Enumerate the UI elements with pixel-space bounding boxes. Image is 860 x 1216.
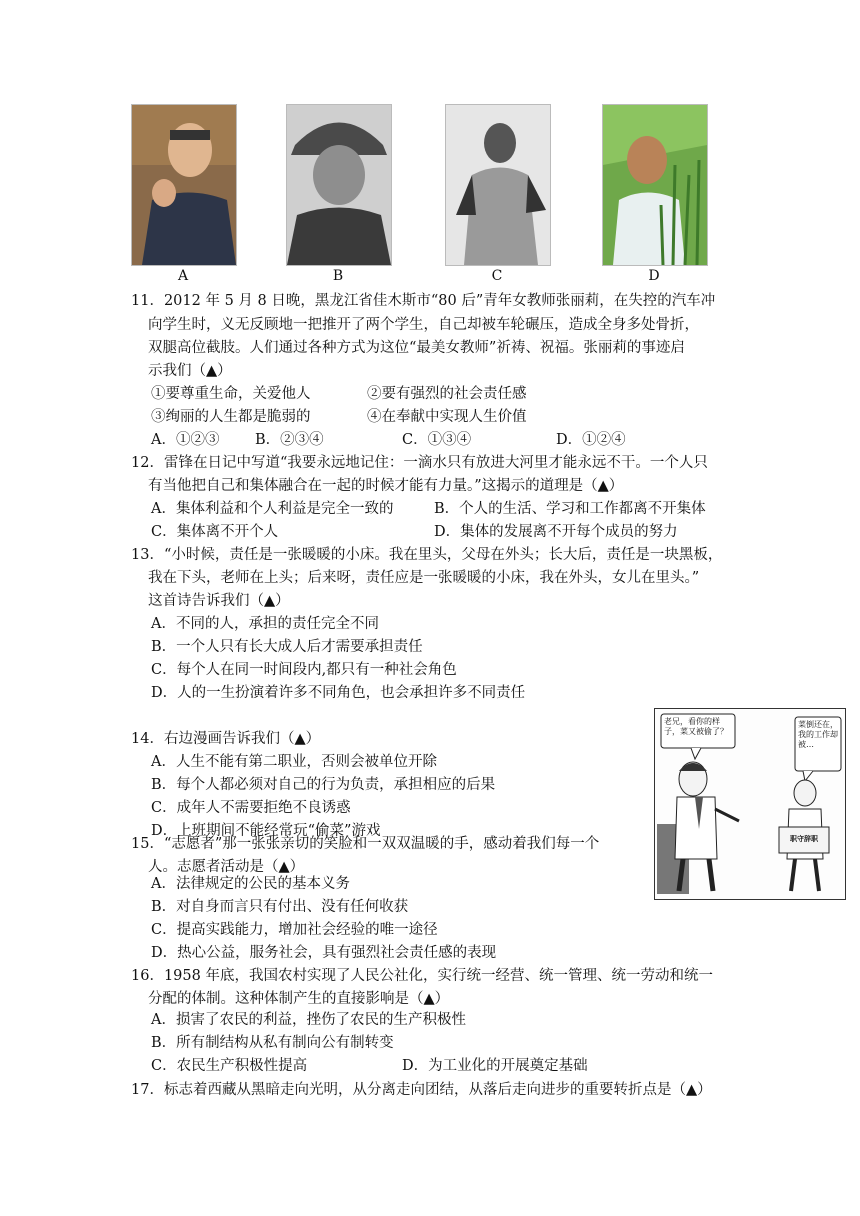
q11-line-1: 11．2012 年 5 月 8 日晚，黑龙江省佳木斯市“80 后”青年女教师张丽莉，在失控的汽车冲: [131, 293, 716, 309]
q13-line-2: 我在下头，老师在上头；后来呀，责任应是一张暖暖的小床，我在外头，女儿在里头。”: [148, 570, 700, 586]
q16-line-2: 分配的体制。这种体制产生的直接影响是（▲）: [148, 991, 450, 1007]
q14-option-c: C．成年人不需要拒绝不良诱惑: [151, 800, 351, 816]
q13-option-a: A．不同的人，承担的责任完全不同: [151, 616, 379, 632]
q15-option-a: A．法律规定的公民的基本义务: [151, 876, 350, 892]
photo-caption-d: D: [648, 268, 660, 284]
q16-option-b: B．所有制结构从私有制向公有制转变: [151, 1035, 394, 1051]
q15-option-c: C．提高实践能力，增加社会经验的唯一途径: [151, 922, 438, 938]
comic-box-label: 职守辞职: [790, 835, 818, 843]
q12-option-b: B．个人的生活、学习和工作都离不开集体: [434, 501, 706, 517]
photo-caption-a: A: [177, 268, 189, 284]
photo-c: [445, 104, 551, 266]
q11-option-d: D．①②④: [556, 432, 626, 448]
q11-line-3: 双腿高位截肢。人们通过各种方式为这位“最美女教师”祈祷、祝福。张丽莉的事迹启: [148, 340, 685, 356]
q11-option-a: A．①②③: [151, 432, 220, 448]
q15-option-b: B．对自身而言只有付出、没有任何收获: [151, 899, 409, 915]
photo-d: [602, 104, 708, 266]
q12-line-2: 有当他把自己和集体融合在一起的时候才能有力量。”这揭示的道理是（▲）: [148, 478, 624, 494]
q11-statement-4: ④在奉献中实现人生价值: [367, 409, 527, 425]
q13-option-c: C．每个人在同一时间段内,都只有一种社会角色: [151, 662, 457, 678]
q13-line-3: 这首诗告诉我们（▲）: [148, 593, 290, 609]
cartoon-illustration: [654, 708, 846, 900]
photo-b: [286, 104, 392, 266]
q11-option-b: B．②③④: [255, 432, 324, 448]
q13-line-1: 13．“小时候，责任是一张暖暖的小床。我在里头，父母在外头；长大后，责任是一块黑板，: [131, 547, 723, 563]
photo-caption-c: C: [491, 268, 503, 284]
q15-line-2: 人。志愿者活动是（▲）: [148, 859, 305, 875]
q11-line-2: 向学生时，义无反顾地一把推开了两个学生，自己却被车轮碾压，造成全身多处骨折，: [148, 317, 699, 333]
q14-option-a: A．人生不能有第二职业，否则会被单位开除: [151, 754, 437, 770]
q16-line-1: 16．1958 年底，我国农村实现了人民公社化，实行统一经营、统一管理、统一劳动和统一: [131, 968, 713, 984]
q13-option-d: D．人的一生扮演着许多不同角色，也会承担许多不同责任: [151, 685, 526, 701]
q13-option-b: B．一个人只有长大成人后才需要承担责任: [151, 639, 423, 655]
q11-option-c: C．①③④: [402, 432, 472, 448]
q12-line-1: 12．雷锋在日记中写道“我要永远地记住：一滴水只有放进大河里才能永远不干。一个人只: [131, 455, 708, 471]
q11-statement-2: ②要有强烈的社会责任感: [367, 386, 527, 402]
q14-option-d: D．上班期间不能经常玩“偷菜”游戏: [151, 823, 381, 839]
q16-option-c: C．农民生产积极性提高: [151, 1058, 308, 1074]
q16-option-a: A．损害了农民的利益，挫伤了农民的生产积极性: [151, 1012, 466, 1028]
q12-option-a: A．集体利益和个人利益是完全一致的: [151, 501, 394, 517]
q16-option-d: D．为工业化的开展奠定基础: [402, 1058, 588, 1074]
q12-option-d: D．集体的发展离不开每个成员的努力: [434, 524, 678, 540]
photo-caption-b: B: [332, 268, 344, 284]
comic-bubble-left: 老兄，看你的样子，菜又被偷了？: [664, 717, 728, 736]
q15-option-d: D．热心公益，服务社会，具有强烈社会责任感的表现: [151, 945, 497, 961]
comic-bubble-right: 菜倒还在，我的工作却被…: [798, 720, 838, 749]
q12-option-c: C．集体离不开个人: [151, 524, 279, 540]
photo-a: [131, 104, 237, 266]
q15-line-1: 15．“志愿者”那一张张亲切的笑脸和一双双温暖的手，感动着我们每一个: [131, 836, 600, 852]
q11-statement-1: ①要尊重生命，关爱他人: [151, 386, 311, 402]
q14-line-1: 14．右边漫画告诉我们（▲）: [131, 731, 321, 747]
q17-line-1: 17．标志着西藏从黑暗走向光明，从分离走向团结，从落后走向进步的重要转折点是（▲）: [131, 1082, 712, 1098]
q14-option-b: B．每个人都必须对自己的行为负责，承担相应的后果: [151, 777, 496, 793]
q11-statement-3: ③绚丽的人生都是脆弱的: [151, 409, 311, 425]
q11-line-4: 示我们（▲）: [148, 363, 232, 379]
